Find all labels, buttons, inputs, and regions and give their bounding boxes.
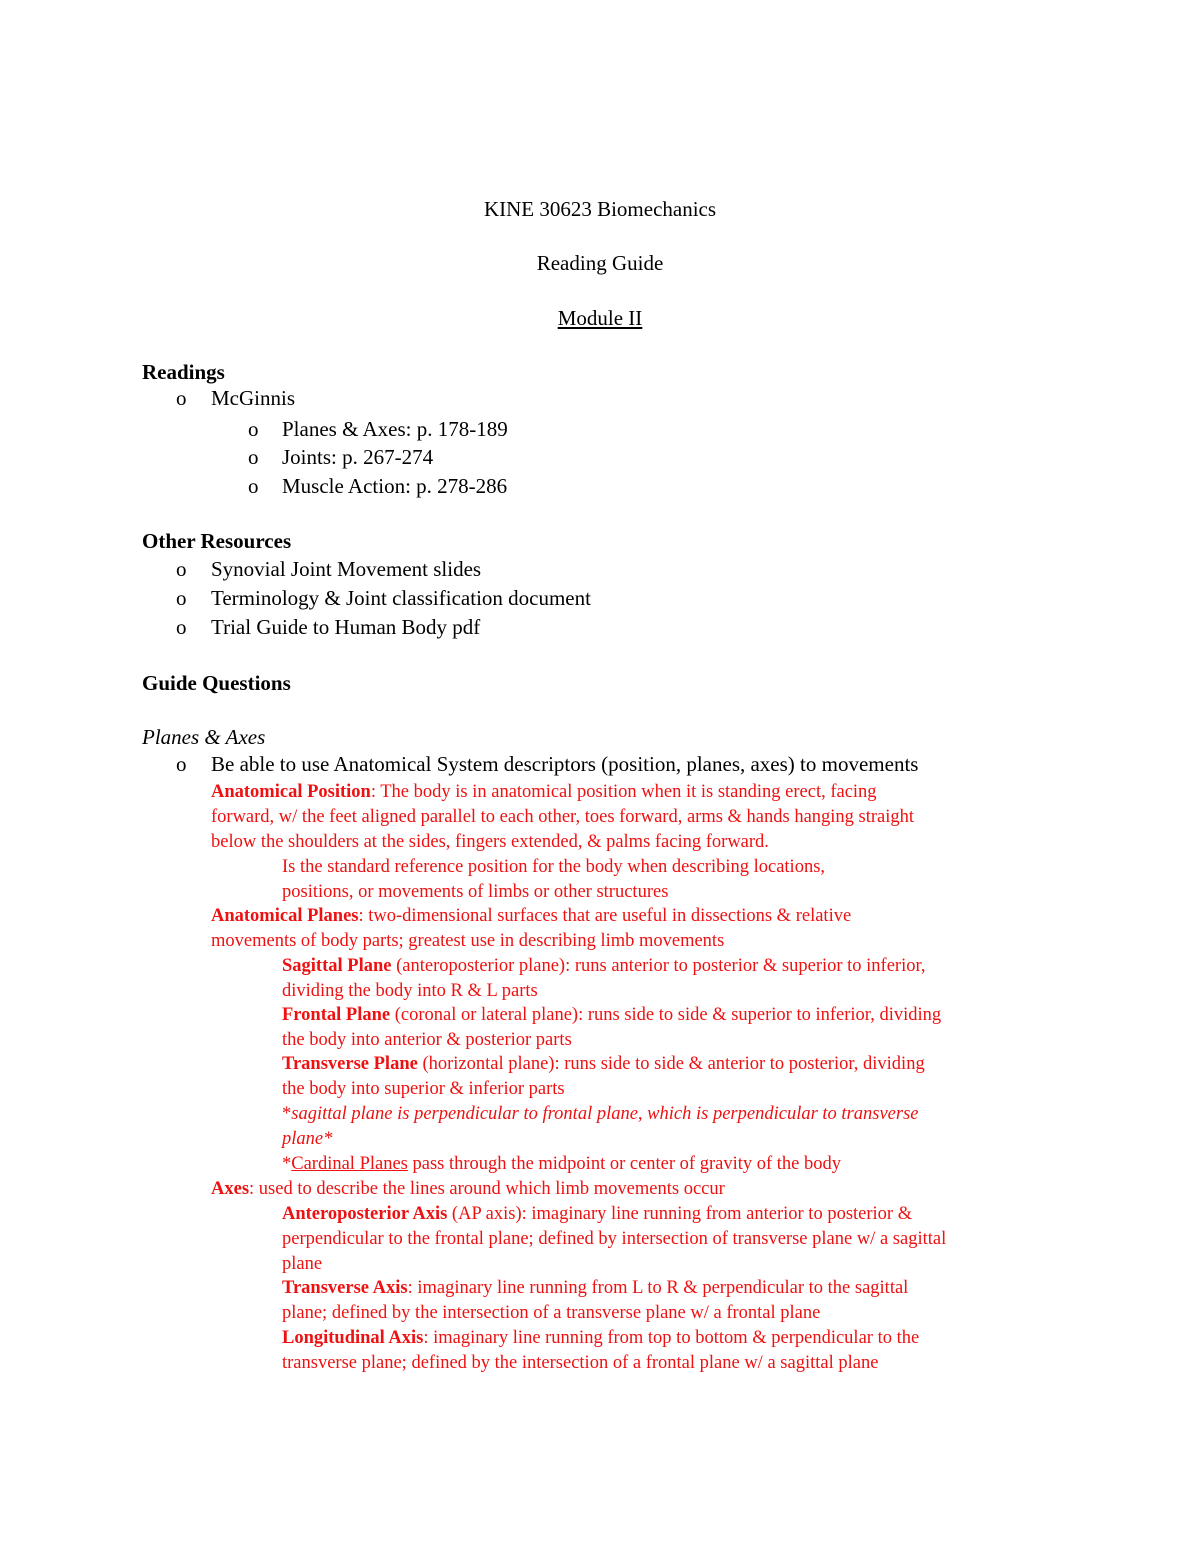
anatomical-planes-text: : two-dimensional surfaces that are useful in dissections & relative bbox=[358, 906, 852, 926]
resource-item: Trial Guide to Human Body pdf bbox=[211, 615, 481, 639]
transverse-axis-text: plane; defined by the intersection of a transverse plane w/ a frontal plane bbox=[282, 1303, 821, 1323]
longitudinal-axis-term: Longitudinal Axis bbox=[282, 1328, 424, 1348]
readings-author: McGinnis bbox=[211, 386, 295, 410]
course-title: KINE 30623 Biomechanics bbox=[483, 197, 717, 221]
frontal-plane-text: (coronal or lateral plane): runs side to side & superior to inferior, dividing bbox=[390, 1005, 942, 1025]
anatomical-position-text: forward, w/ the feet aligned parallel to each other, toes forward, arms & hands hanging straight bbox=[211, 807, 915, 827]
section-title: Planes & Axes bbox=[142, 725, 266, 749]
sagittal-plane-text: dividing the body into R & L parts bbox=[282, 981, 538, 1001]
guide-questions-heading: Guide Questions bbox=[142, 671, 291, 695]
cardinal-planes-note bbox=[282, 1152, 841, 1177]
transverse-plane-term: Transverse Plane bbox=[282, 1054, 418, 1074]
resource-item: Synovial Joint Movement slides bbox=[211, 557, 482, 581]
anatomical-position-term: Anatomical Position bbox=[211, 782, 371, 802]
sagittal-plane-text: (anteroposterior plane): runs anterior to posterior & superior to inferior, bbox=[391, 956, 926, 976]
transverse-axis-line bbox=[282, 1276, 908, 1301]
frontal-plane-line bbox=[282, 1003, 941, 1028]
ap-axis-line bbox=[282, 1202, 912, 1227]
bullet: o bbox=[176, 586, 187, 610]
axes-text: : used to describe the lines around which limb movements occur bbox=[249, 1179, 725, 1199]
anatomical-planes-line bbox=[211, 904, 851, 929]
readings-heading: Readings bbox=[142, 360, 225, 384]
transverse-axis-text: : imaginary line running from L to R & perpendicular to the sagittal bbox=[407, 1278, 909, 1298]
transverse-plane-text: the body into superior & inferior parts bbox=[282, 1079, 565, 1099]
bullet: o bbox=[176, 615, 187, 639]
reading-item: Joints: p. 267-274 bbox=[282, 445, 434, 469]
bullet: o bbox=[176, 386, 187, 410]
anatomical-position-line bbox=[211, 780, 877, 805]
axes-term: Axes bbox=[211, 1179, 250, 1199]
transverse-plane-line bbox=[282, 1052, 925, 1077]
bullet: o bbox=[248, 474, 259, 498]
perpendicular-note-text: sagittal plane is perpendicular to frontal plane, which is perpendicular to transverse bbox=[291, 1104, 919, 1124]
reading-item: Planes & Axes: p. 178-189 bbox=[282, 417, 508, 441]
reading-item: Muscle Action: p. 278-286 bbox=[282, 474, 508, 498]
bullet: o bbox=[248, 445, 259, 469]
other-resources-heading: Other Resources bbox=[142, 529, 292, 553]
anatomical-planes-text: movements of body parts; greatest use in describing limb movements bbox=[211, 931, 725, 951]
axes-line bbox=[211, 1177, 725, 1202]
perpendicular-note bbox=[282, 1102, 919, 1127]
cardinal-planes-term: Cardinal Planes bbox=[291, 1154, 408, 1174]
transverse-plane-text: (horizontal plane): runs side to side & anterior to posterior, dividing bbox=[417, 1054, 925, 1074]
anatomical-planes-term: Anatomical Planes bbox=[211, 906, 359, 926]
longitudinal-axis-text: : imaginary line running from top to bottom & perpendicular to the bbox=[423, 1328, 920, 1348]
transverse-axis-term: Transverse Axis bbox=[282, 1278, 408, 1298]
note-star: * bbox=[282, 1104, 292, 1124]
anatomical-position-text: below the shoulders at the sides, fingers extended, & palms facing forward. bbox=[211, 832, 769, 852]
frontal-plane-text: the body into anterior & posterior parts bbox=[282, 1030, 572, 1050]
ap-axis-text: (AP axis): imaginary line running from anterior to posterior & bbox=[447, 1204, 913, 1224]
guide-question: Be able to use Anatomical System descriptors (position, planes, axes) to movements bbox=[211, 752, 919, 776]
anatomical-position-note: Is the standard reference position for the body when describing locations, bbox=[282, 857, 826, 877]
ap-axis-text: plane bbox=[282, 1254, 323, 1274]
ap-axis-text: perpendicular to the frontal plane; defined by intersection of transverse plane w/ a sagittal bbox=[282, 1229, 947, 1249]
anatomical-position-note: positions, or movements of limbs or other structures bbox=[282, 882, 669, 902]
sagittal-plane-term: Sagittal Plane bbox=[282, 956, 392, 976]
bullet: o bbox=[176, 752, 187, 776]
cardinal-planes-text: pass through the midpoint or center of gravity of the body bbox=[407, 1154, 842, 1174]
anatomical-position-text: : The body is in anatomical position when it is standing erect, facing bbox=[370, 782, 877, 802]
sagittal-plane-line bbox=[282, 954, 926, 979]
bullet: o bbox=[176, 557, 187, 581]
frontal-plane-term: Frontal Plane bbox=[282, 1005, 391, 1025]
ap-axis-term: Anteroposterior Axis bbox=[282, 1204, 448, 1224]
longitudinal-axis-line bbox=[282, 1326, 919, 1351]
longitudinal-axis-text: transverse plane; defined by the intersection of a frontal plane w/ a sagittal plane bbox=[282, 1353, 879, 1373]
resource-item: Terminology & Joint classification document bbox=[211, 586, 591, 610]
bullet: o bbox=[248, 417, 259, 441]
module-title: Module II bbox=[557, 306, 643, 330]
perpendicular-note-text: plane* bbox=[282, 1129, 333, 1149]
reading-guide-title: Reading Guide bbox=[536, 251, 664, 275]
note-star: * bbox=[282, 1154, 292, 1174]
